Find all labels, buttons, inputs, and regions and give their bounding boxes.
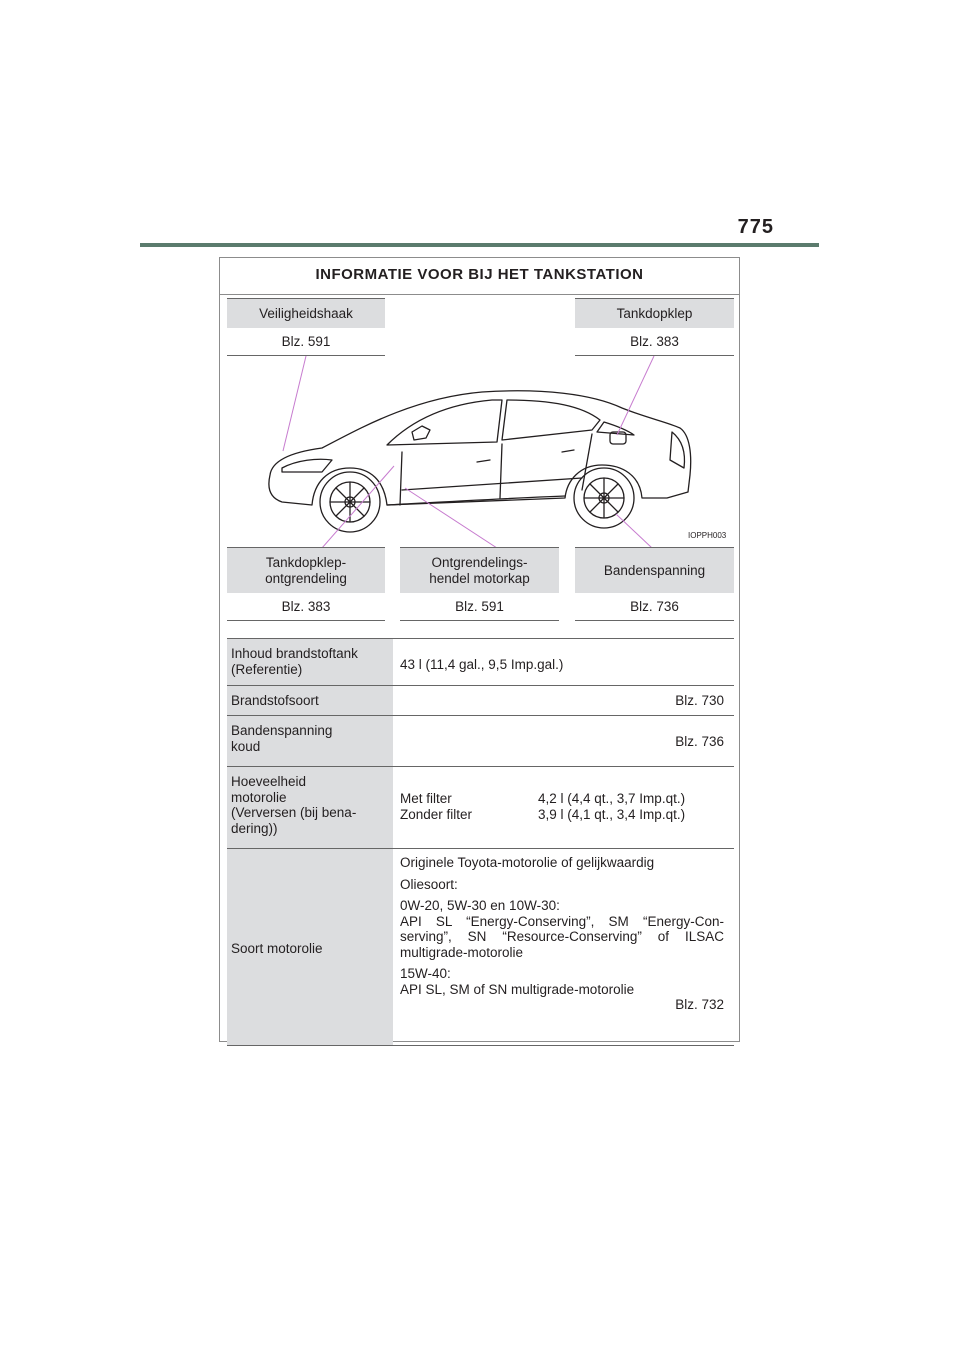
row-value[interactable]: [393, 686, 734, 716]
row-label-line: dering)): [231, 820, 278, 836]
callout-text: Ontgrendelings-: [431, 554, 528, 570]
callout-text: Veiligheidshaak: [259, 305, 353, 321]
row-label: [227, 849, 393, 1046]
oil-type-head: 0W-20, 5W-30 en 10W-30:: [400, 898, 560, 914]
callout-page-tankdopklep-ontgrendeling[interactable]: Blz. 383: [227, 593, 385, 621]
table-row: [227, 639, 734, 686]
row-label: [227, 686, 393, 716]
header-rule: [140, 243, 819, 247]
callout-text: Bandenspanning: [603, 562, 706, 578]
callout-label-bandenspanning: [575, 547, 734, 593]
callout-lines: [262, 356, 702, 548]
oil-type-body: API SL “Energy-Conserving”, SM “Energy-Con-serving”, SN “Resource-Conserving” of ILSAC multigrade-motorolie: [400, 913, 724, 960]
row-value[interactable]: [393, 716, 734, 767]
callout-label-veiligheidshaak: [227, 298, 385, 328]
row-value: [393, 849, 734, 1046]
oil-type-line: Oliesoort:: [400, 876, 458, 892]
fuel-type-page-ref[interactable]: Blz. 730: [675, 693, 724, 708]
callout-label-ontgrendelingshendel: [400, 547, 559, 593]
callout-text: hendel motorkap: [429, 570, 530, 586]
callout-page-bandenspanning[interactable]: Blz. 736: [575, 593, 734, 621]
tire-pressure-page-ref[interactable]: Blz. 736: [675, 734, 724, 749]
row-label-line: Inhoud brandstoftank: [231, 646, 358, 661]
row-label-line: koud: [231, 738, 261, 754]
oil-type-body: API SL, SM of SN multigrade-motorolie: [400, 981, 635, 997]
oil-quantity-grid: [400, 791, 724, 822]
image-code: IOPPH003: [688, 531, 727, 540]
oil-row-name: Met filter: [400, 791, 452, 806]
callout-text: Tankdopklep-: [265, 554, 347, 570]
oil-type-page-ref[interactable]: Blz. 732: [675, 997, 724, 1013]
fuel-capacity-value: 43 l (11,4 gal., 9,5 Imp.gal.): [400, 657, 564, 672]
callout-text: ontgrendeling: [265, 570, 347, 586]
row-label: [227, 767, 393, 849]
table-row: [227, 767, 734, 849]
row-value: [393, 767, 734, 849]
table-row: [227, 849, 734, 1046]
title-rule: [220, 294, 739, 295]
oil-row-value: 4,2 l (4,4 qt., 3,7 Imp.qt.): [538, 791, 686, 806]
row-label-line: (Verversen (bij bena-: [231, 805, 357, 821]
table-row: [227, 716, 734, 767]
callout-text: Tankdopklep: [616, 305, 693, 321]
callout-label-tankdopklep-ontgrendeling: [227, 547, 385, 593]
oil-row-value: 3,9 l (4,1 qt., 3,4 Imp.qt.): [538, 806, 686, 822]
row-label-line: motorolie: [231, 789, 287, 805]
row-label-line: Bandenspanning: [231, 723, 333, 738]
page-number: 775: [737, 216, 774, 238]
row-label: [227, 639, 393, 686]
row-label-line: (Referentie): [231, 661, 303, 677]
oil-type-line: Originele Toyota-motorolie of gelijkwaardig: [400, 855, 655, 870]
oil-row-name: Zonder filter: [400, 806, 473, 822]
callout-page-veiligheidshaak[interactable]: Blz. 591: [227, 328, 385, 356]
callout-page-tankdopklep[interactable]: Blz. 383: [575, 328, 734, 356]
callout-label-tankdopklep: [575, 298, 734, 328]
box-title: INFORMATIE VOOR BIJ HET TANKSTATION: [315, 266, 644, 283]
oil-type-head: 15W-40:: [400, 966, 451, 982]
row-label-line: Brandstofsoort: [231, 693, 319, 708]
row-label-line: Soort motorolie: [231, 940, 323, 956]
row-label: [227, 716, 393, 767]
spec-table: [227, 638, 734, 1046]
callout-page-ontgrendelingshendel[interactable]: Blz. 591: [400, 593, 559, 621]
row-value: [393, 639, 734, 686]
row-label-line: Hoeveelheid: [231, 774, 307, 789]
table-row: [227, 686, 734, 716]
